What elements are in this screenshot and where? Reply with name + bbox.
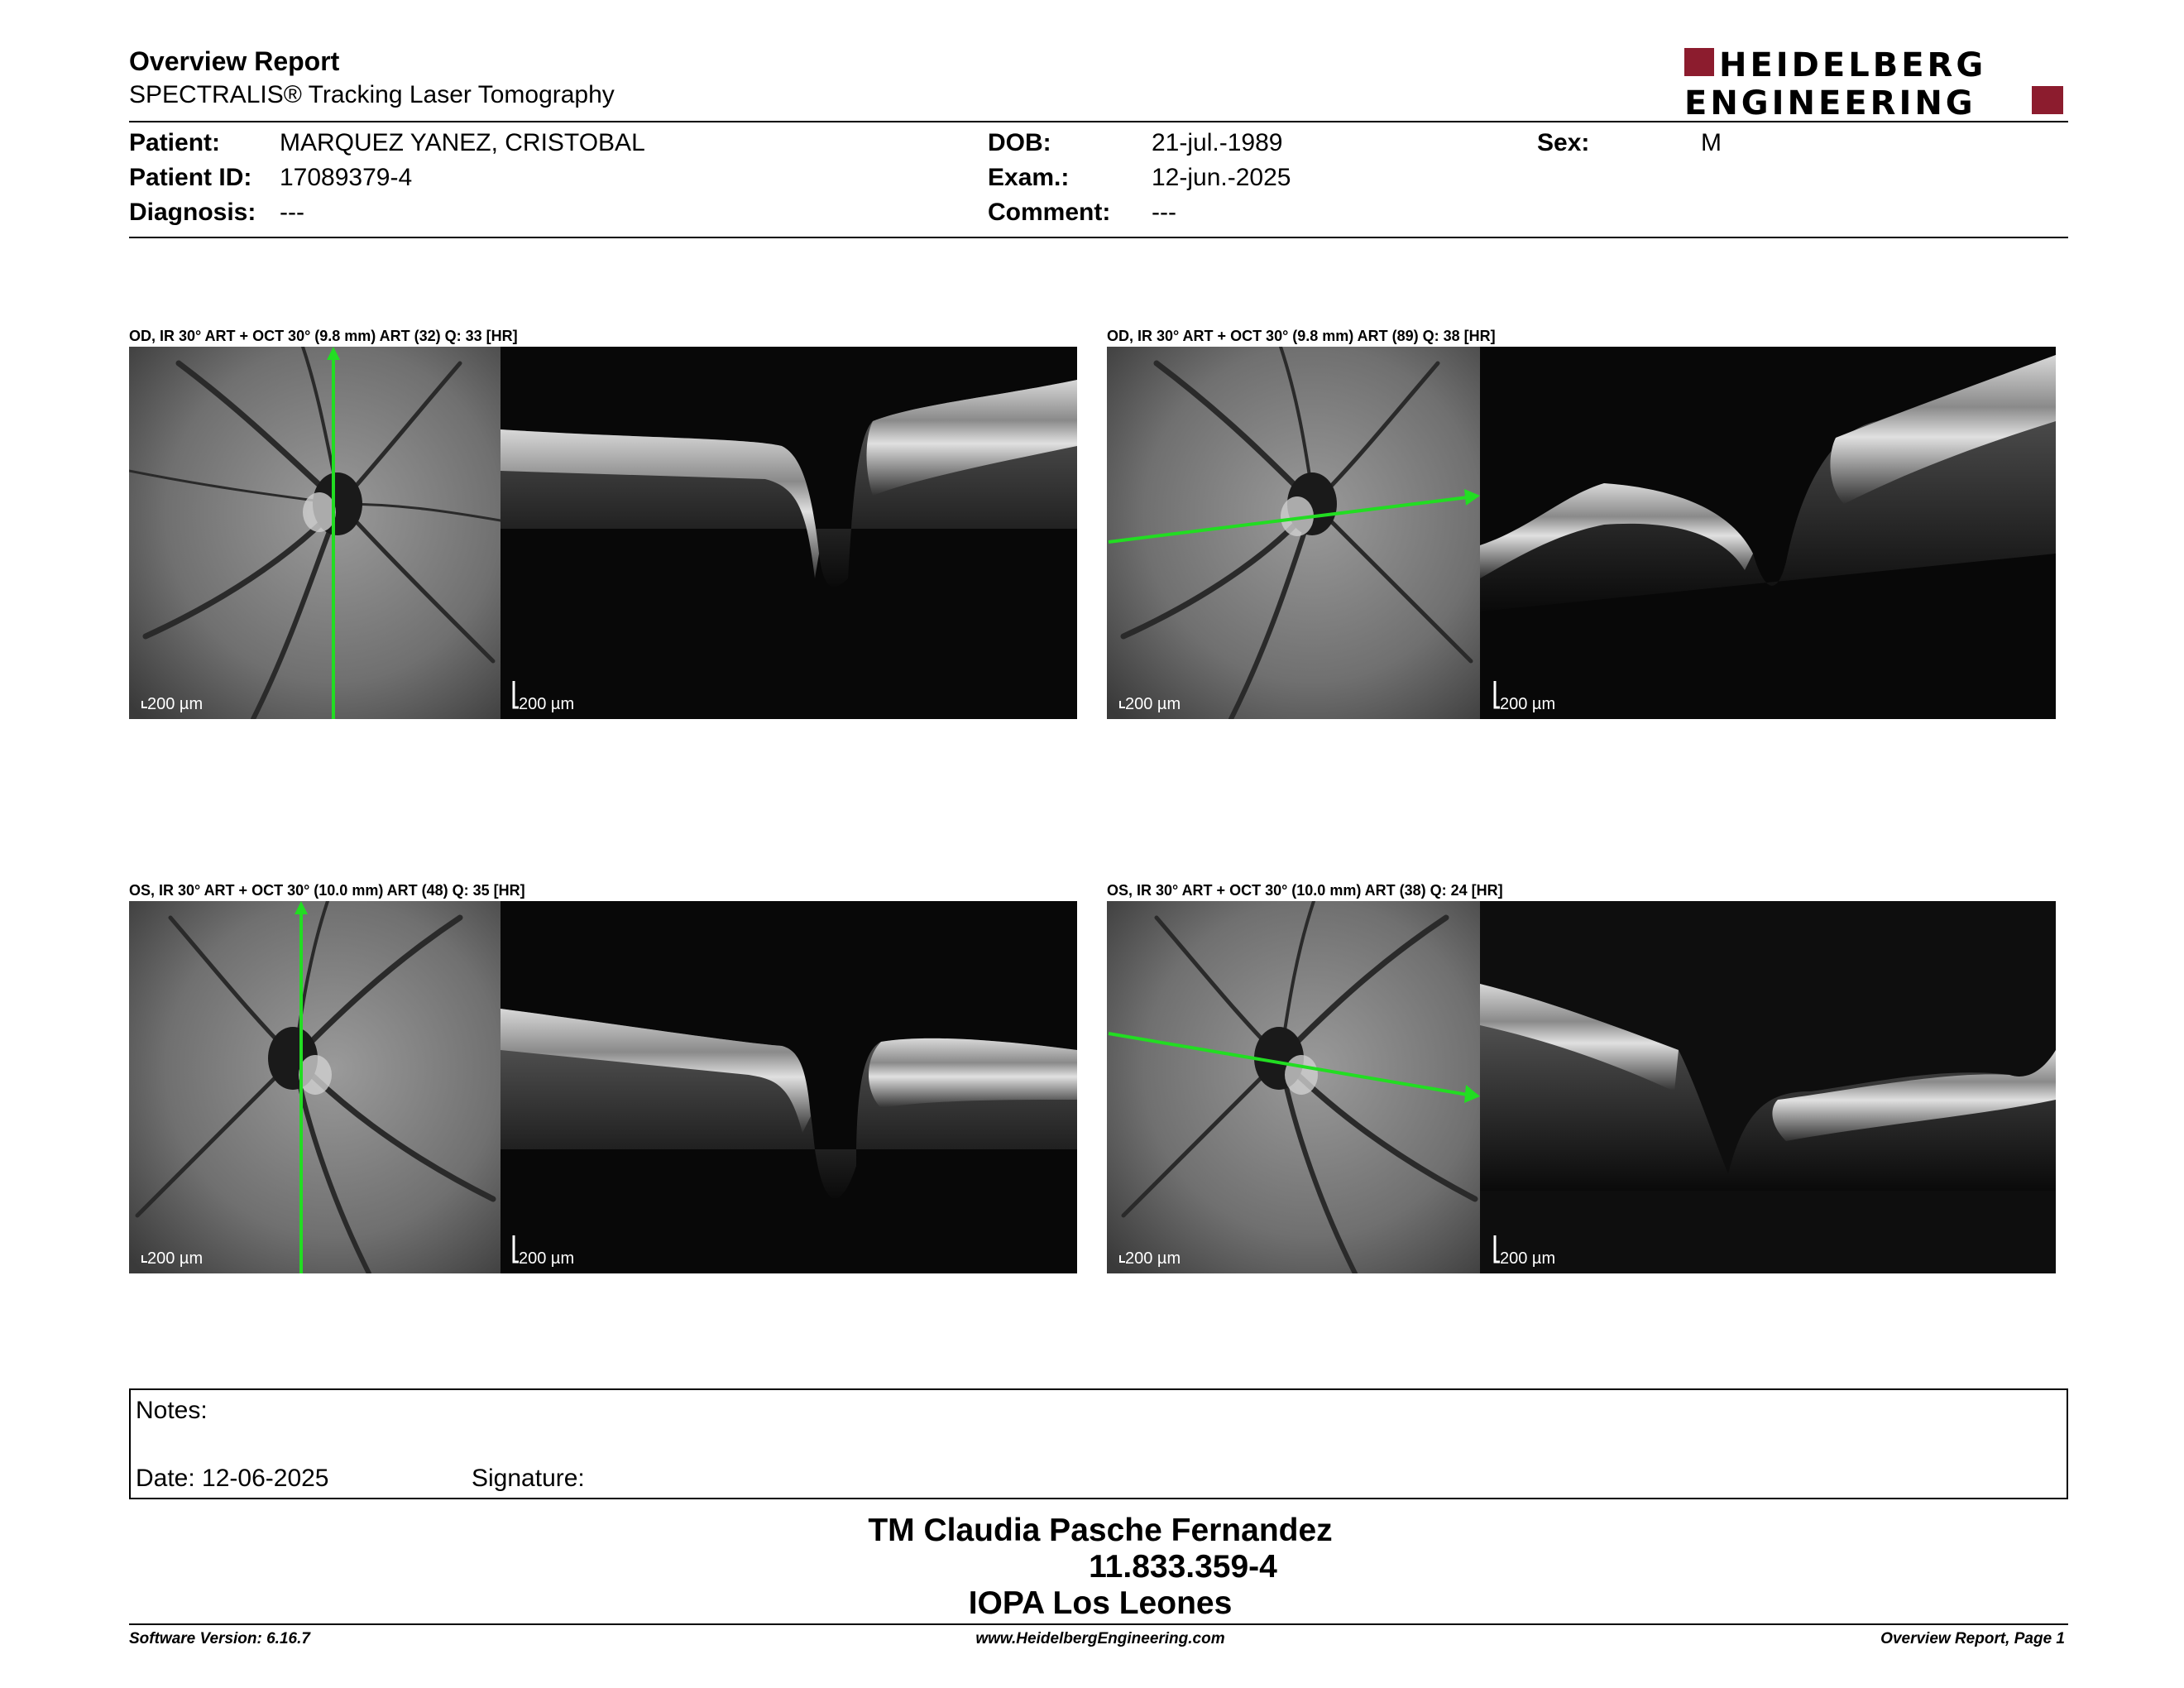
logo-square-top xyxy=(1684,48,1714,76)
logo-text-line2: ENGINEERING xyxy=(1684,84,1976,119)
exam-label: Exam.: xyxy=(988,164,1070,191)
oct-scale-od-2: 200 µm xyxy=(1500,695,1556,713)
patient-value: MARQUEZ YANEZ, CRISTOBAL xyxy=(280,129,645,156)
fundus-scale-od-1: 200 µm xyxy=(147,695,204,713)
notes-box[interactable] xyxy=(129,1388,2068,1499)
technician-id: 11.833.359-4 xyxy=(1089,1549,1277,1585)
logo-square-bottom xyxy=(2032,86,2063,114)
technician-name: TM Claudia Pasche Fernandez xyxy=(868,1513,1333,1548)
exam-value: 12-jun.-2025 xyxy=(1152,164,1291,191)
fundus-image-od-2[interactable] xyxy=(1107,347,1480,719)
footer-divider xyxy=(129,1623,2068,1625)
patient-label: Patient: xyxy=(129,129,221,156)
fundus-image-os-2[interactable] xyxy=(1107,901,1480,1273)
patient-id-value: 17089379-4 xyxy=(280,164,413,191)
header-divider xyxy=(129,121,2068,122)
scan-title-os-2: OS, IR 30° ART + OCT 30° (10.0 mm) ART (38) Q: 24 [HR] xyxy=(1107,882,1503,899)
institution-name: IOPA Los Leones xyxy=(968,1585,1233,1621)
heidelberg-logo xyxy=(1684,45,2065,119)
diagnosis-label: Diagnosis: xyxy=(129,199,256,226)
dob-label: DOB: xyxy=(988,129,1051,156)
logo-text-line1: HEIDELBERG xyxy=(1719,46,1987,84)
dob-value: 21-jul.-1989 xyxy=(1152,129,1283,156)
oct-scale-os-2: 200 µm xyxy=(1500,1249,1556,1268)
software-version: Software Version: 6.16.7 xyxy=(129,1630,310,1647)
signature-label: Signature: xyxy=(472,1465,585,1492)
sex-value: M xyxy=(1701,129,1722,156)
report-subtitle: SPECTRALIS® Tracking Laser Tomography xyxy=(129,81,615,108)
comment-label: Comment: xyxy=(988,199,1111,226)
oct-scale-os-1: 200 µm xyxy=(519,1249,575,1268)
diagnosis-value: --- xyxy=(280,199,304,226)
fundus-scale-od-2: 200 µm xyxy=(1125,695,1181,713)
oct-bscan-os-2[interactable] xyxy=(1480,901,2056,1273)
scan-title-od-1: OD, IR 30° ART + OCT 30° (9.8 mm) ART (32) Q: 33 [HR] xyxy=(129,328,518,344)
fundus-image-os-1[interactable] xyxy=(129,901,500,1273)
notes-date: Date: 12-06-2025 xyxy=(136,1465,329,1492)
oct-bscan-od-2[interactable] xyxy=(1480,347,2056,719)
scan-title-os-1: OS, IR 30° ART + OCT 30° (10.0 mm) ART (48) Q: 35 [HR] xyxy=(129,882,525,899)
website-link[interactable]: www.HeidelbergEngineering.com xyxy=(975,1630,1225,1647)
fundus-image-od-1[interactable] xyxy=(129,347,500,719)
fundus-scale-os-2: 200 µm xyxy=(1125,1249,1181,1268)
report-title: Overview Report xyxy=(129,46,340,76)
comment-value: --- xyxy=(1152,199,1176,226)
scan-title-od-2: OD, IR 30° ART + OCT 30° (9.8 mm) ART (89) Q: 38 [HR] xyxy=(1107,328,1496,344)
oct-bscan-od-1[interactable] xyxy=(500,347,1077,719)
patient-id-label: Patient ID: xyxy=(129,164,252,191)
oct-scale-od-1: 200 µm xyxy=(519,695,575,713)
sex-label: Sex: xyxy=(1537,129,1590,156)
patient-divider xyxy=(129,237,2068,238)
notes-label: Notes: xyxy=(136,1397,208,1424)
fundus-scale-os-1: 200 µm xyxy=(147,1249,204,1268)
page-number: Overview Report, Page 1 xyxy=(1880,1630,2065,1647)
oct-bscan-os-1[interactable] xyxy=(500,901,1077,1273)
